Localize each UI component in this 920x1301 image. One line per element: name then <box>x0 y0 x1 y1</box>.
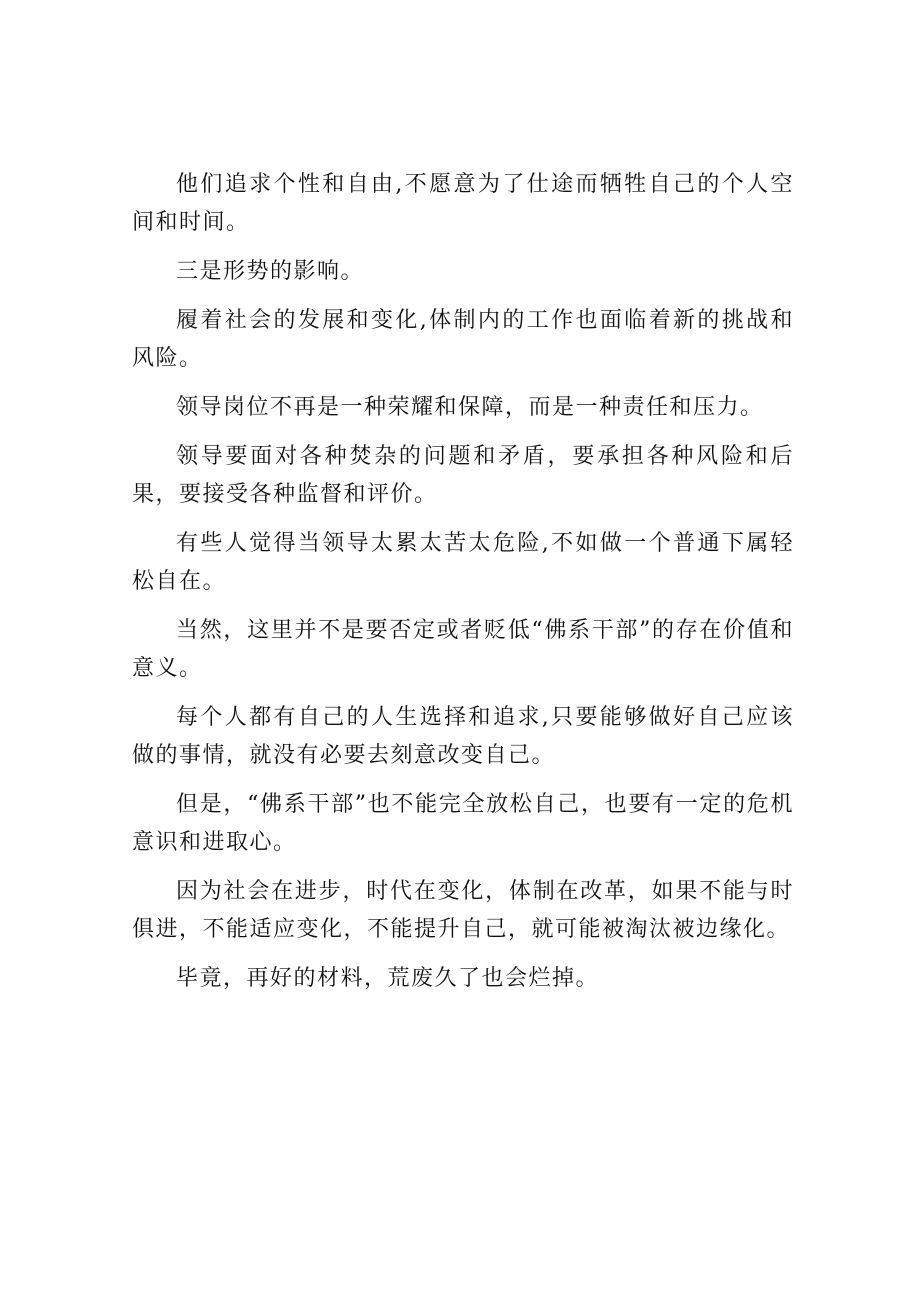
document-body <box>132 166 794 1009</box>
paragraph: 他们追求个性和自由,不愿意为了仕途而牺牲自己的个人空间和时间。 <box>132 172 794 235</box>
paragraph: 毕竟，再好的材料，荒废久了也会烂掉。 <box>176 966 600 991</box>
paragraph: 有些人觉得当领导太累太苦太危险,不如做一个普通下属轻松自在。 <box>132 531 794 594</box>
paragraph: 因为社会在进步，时代在变化，体制在改革，如果不能与时俱进，不能适应变化，不能提升自己，就可能被淘汰被边缘化。 <box>132 879 794 942</box>
paragraph: 但是，“佛系干部”也不能完全放松自己，也要有一定的危机意识和进取心。 <box>132 792 794 855</box>
paragraph: 当然，这里并不是要否定或者贬低“佛系干部”的存在价值和意义。 <box>132 618 794 681</box>
paragraph: 领导岗位不再是一种荣耀和保障，而是一种责任和压力。 <box>176 395 764 420</box>
paragraph: 每个人都有自己的人生选择和追求,只要能够做好自己应该做的事情，就没有必要去刻意改变自己。 <box>132 705 794 768</box>
paragraph: 领导要面对各种焚杂的问题和矛盾，要承担各种风险和后果，要接受各种监督和评价。 <box>132 444 794 507</box>
paragraph: 履着社会的发展和变化,体制内的工作也面临着新的挑战和风险。 <box>132 308 794 371</box>
paragraph: 三是形势的影响。 <box>176 259 365 284</box>
